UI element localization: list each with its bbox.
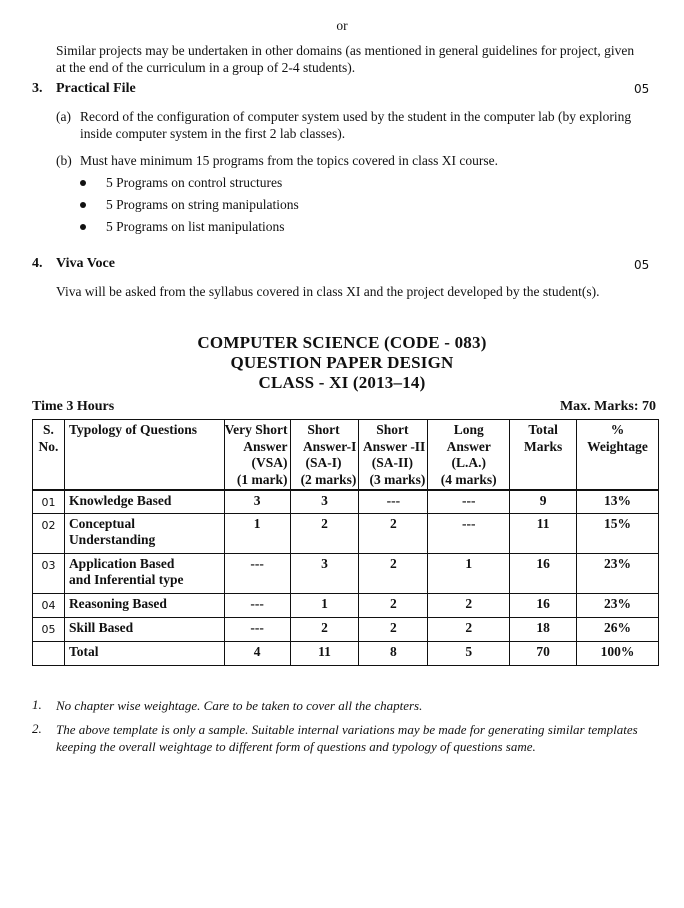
header-vsa (224, 420, 290, 491)
section-3-number: 3. (32, 81, 43, 96)
cell-typology (64, 490, 224, 513)
cell-sa2: --- (359, 490, 428, 513)
note-1-number: 1. (32, 697, 42, 712)
header-weightage-line: Weightage (587, 438, 648, 454)
table-row (33, 617, 659, 641)
header-total-line: Total (528, 422, 558, 437)
header-typology: Typology of Questions (64, 420, 224, 491)
cell-sa2: 2 (359, 593, 428, 617)
cell-total: 16 (510, 593, 577, 617)
header-sa2-line: Answer -II (362, 438, 426, 454)
section-3-marks: 05 (634, 82, 650, 96)
cell-la: 2 (428, 593, 510, 617)
header-weightage-line: % (610, 422, 625, 437)
cell-weightage: 13% (577, 490, 659, 513)
section-3a-line-1: Record of the configuration of computer system used by the student in the computer lab (by exploring (80, 109, 632, 124)
section-4-marks: 05 (634, 258, 650, 272)
table-row (33, 553, 659, 593)
cell-sa1: 1 (290, 593, 359, 617)
cell-typology (64, 553, 224, 593)
cell-sno: 01 (33, 490, 65, 513)
header-sa1-line: Answer-I (302, 438, 357, 454)
header-sa1-line: (SA-I) (305, 455, 342, 470)
cell-sno: 02 (33, 513, 65, 553)
cell-total: 9 (510, 490, 577, 513)
cell-typology (64, 641, 224, 665)
cell-typology-line: Skill Based (68, 619, 134, 635)
bullet-text: 5 Programs on list manipulations (106, 219, 285, 234)
header-la-line: Answer (446, 438, 491, 454)
viva-voce-text: Viva will be asked from the syllabus covered in class XI and the project developed by the student(s). (56, 284, 600, 299)
bullet-icon (80, 180, 86, 186)
cell-sa2: 2 (359, 553, 428, 593)
header-sa1 (290, 420, 359, 491)
header-sa2-line: (3 marks) (369, 471, 426, 487)
section-4-title: Viva Voce (56, 256, 115, 271)
cell-sno (33, 641, 65, 665)
header-sa2-line: (SA-II) (371, 455, 414, 470)
cell-typology (64, 513, 224, 553)
cell-sno: 05 (33, 617, 65, 641)
cell-total: 70 (510, 641, 577, 665)
section-3b-label: (b) (56, 153, 72, 168)
cell-sa1: 11 (290, 641, 359, 665)
header-sa1-line: Short (307, 422, 340, 437)
header-sa2-line: Short (376, 422, 409, 437)
section-3b-line-1: Must have minimum 15 programs from the topics covered in class XI course. (80, 153, 499, 168)
table-header-row (33, 420, 659, 491)
cell-vsa: 1 (224, 513, 290, 553)
bullet-text: 5 Programs on string manipulations (106, 197, 299, 212)
cell-typology-line: Conceptual (68, 515, 135, 531)
heading-line-1: COMPUTER SCIENCE (CODE - 083) (197, 333, 487, 352)
bullet-icon (80, 202, 86, 208)
cell-weightage: 23% (577, 553, 659, 593)
cell-vsa: --- (224, 593, 290, 617)
note-2-text (56, 721, 666, 755)
header-vsa-line: Very Short (224, 422, 288, 437)
cell-sno: 04 (33, 593, 65, 617)
header-la-line: (4 marks) (440, 471, 497, 487)
cell-la: --- (428, 513, 510, 553)
similar-projects-line-2: at the end of the curriculum in a group of 2-4 students). (56, 60, 356, 75)
cell-typology (64, 593, 224, 617)
header-total-line: Marks (523, 438, 563, 454)
cell-sa2: 2 (359, 617, 428, 641)
cell-vsa: 4 (224, 641, 290, 665)
note-2-number: 2. (32, 721, 42, 736)
table-row (33, 593, 659, 617)
cell-sa2: 8 (359, 641, 428, 665)
cell-typology-line: Understanding (68, 531, 156, 547)
cell-typology-line: Reasoning Based (68, 595, 167, 611)
note-1-text (56, 697, 666, 714)
cell-total: 18 (510, 617, 577, 641)
similar-projects-line-1: Similar projects may be undertaken in other domains (as mentioned in general guidelines for project, given (56, 43, 635, 58)
section-4-number: 4. (32, 256, 43, 271)
cell-sa2: 2 (359, 513, 428, 553)
section-3-title: Practical File (56, 81, 136, 96)
table-row (33, 513, 659, 553)
header-sa2 (359, 420, 428, 491)
cell-weightage: 15% (577, 513, 659, 553)
or-separator: or (336, 18, 348, 33)
cell-sa1: 3 (290, 490, 359, 513)
header-total (510, 420, 577, 491)
header-vsa-line: (1 mark) (236, 471, 288, 487)
cell-sno: 03 (33, 553, 65, 593)
cell-la: 2 (428, 617, 510, 641)
cell-typology-line: and Inferential type (68, 571, 184, 587)
cell-weightage: 23% (577, 593, 659, 617)
cell-vsa: --- (224, 617, 290, 641)
header-la-line: (L.A.) (451, 455, 486, 470)
header-vsa-line: (VSA) (251, 455, 288, 470)
cell-typology-line: Knowledge Based (68, 493, 172, 508)
table-total-row (33, 641, 659, 665)
note-2-line: keeping the overall weightage to different form of questions and typology of questions same. (56, 739, 536, 754)
cell-sa1: 2 (290, 513, 359, 553)
bullet-text: 5 Programs on control structures (106, 175, 283, 190)
header-sno-line: No. (38, 438, 59, 454)
cell-weightage: 26% (577, 617, 659, 641)
header-la (428, 420, 510, 491)
cell-vsa: 3 (224, 490, 290, 513)
header-sa1-line: (2 marks) (300, 471, 357, 487)
heading-line-3: CLASS - XI (2013–14) (258, 373, 426, 392)
note-1-line: No chapter wise weightage. Care to be taken to cover all the chapters. (56, 698, 423, 713)
cell-total: 11 (510, 513, 577, 553)
cell-sa1: 3 (290, 553, 359, 593)
bullet-icon (80, 224, 86, 230)
header-la-line: Long (453, 422, 484, 437)
cell-sa1: 2 (290, 617, 359, 641)
cell-typology-line: Application Based (68, 555, 175, 571)
max-marks-label: Max. Marks: 70 (559, 399, 656, 414)
cell-la: 1 (428, 553, 510, 593)
cell-weightage: 100% (577, 641, 659, 665)
cell-typology (64, 617, 224, 641)
cell-total: 16 (510, 553, 577, 593)
header-sno-line: S. (43, 422, 54, 437)
header-sno (33, 420, 65, 491)
cell-la: 5 (428, 641, 510, 665)
section-3a-label: (a) (56, 109, 71, 124)
cell-vsa: --- (224, 553, 290, 593)
header-weightage (577, 420, 659, 491)
header-vsa-line: Answer (243, 438, 288, 454)
cell-typology-line: Total (68, 643, 99, 659)
heading-line-2: QUESTION PAPER DESIGN (230, 353, 454, 372)
table-row (33, 490, 659, 513)
question-paper-design-table (32, 419, 659, 666)
cell-la: --- (428, 490, 510, 513)
note-2-line: The above template is only a sample. Suitable internal variations may be made for generating similar templates (56, 722, 638, 737)
time-label: Time 3 Hours (32, 399, 115, 414)
section-3a-line-2: inside computer system in the first 2 lab classes). (80, 126, 346, 141)
